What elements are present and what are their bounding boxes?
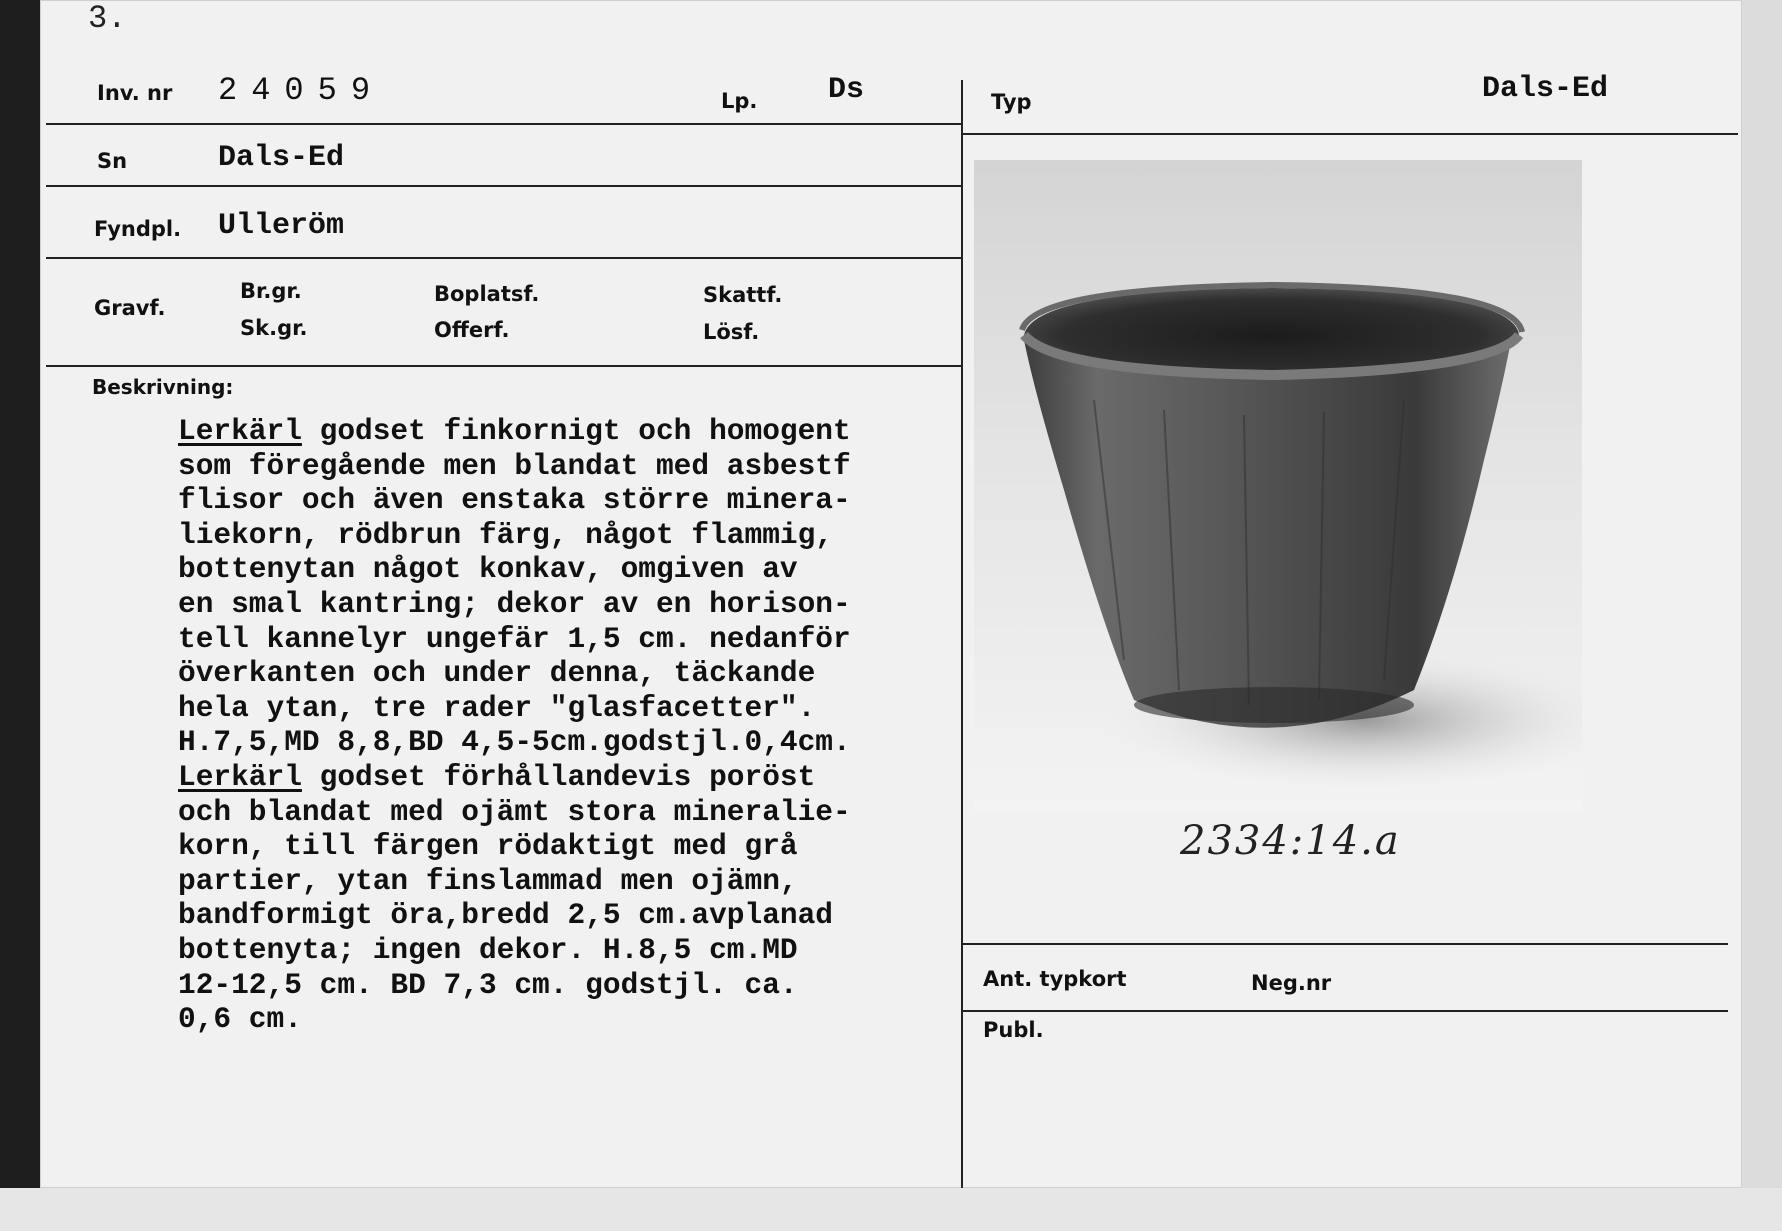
description-line [178,725,978,760]
card-bottom-edge [0,1188,1782,1231]
description-line [178,656,978,691]
description-line-text: partier, ytan finslammad men ojämn, [178,863,798,898]
inv-nr-label: Inv. nr [97,81,173,105]
description-line-text: bandformigt öra,bredd 2,5 cm.avplanad [178,898,834,933]
skattf-label: Skattf. [703,283,783,307]
description-line [178,933,978,968]
lp-label: Lp. [721,89,758,113]
boplatsf-label: Boplatsf. [434,282,540,306]
skgr-label: Sk.gr. [240,316,308,340]
description-line [178,829,978,864]
sn-value: Dals-Ed [218,141,345,175]
row-line-footer-1 [962,943,1728,945]
publ-label: Publ. [983,1018,1044,1042]
description-line [178,449,978,484]
description-line-text: korn, till färgen rödaktigt med grå [178,829,798,864]
card-edge [1742,0,1782,1188]
description-line [178,518,978,553]
losf-label: Lösf. [703,320,760,344]
sn-label: Sn [97,149,128,173]
description-heading-word: Lerkärl [178,414,302,448]
description-line [178,552,978,587]
offerf-label: Offerf. [434,318,510,342]
description-line [178,864,978,899]
description-line [178,587,978,622]
description-line [178,622,978,657]
pot-photo [974,160,1582,810]
description-line-text: godset finkornigt och homogent [301,414,851,448]
description-line [178,898,978,933]
description-line [178,1002,978,1037]
inv-nr-value: 24059 [218,72,385,109]
row-line-1 [46,123,962,125]
description-line-text: 12-12,5 cm. BD 7,3 cm. godstjl. ca. [178,967,798,1002]
corner-number: 3. [88,0,127,37]
description-text [178,414,978,1037]
brgr-label: Br.gr. [240,279,302,303]
description-line-text: bottenyta; ingen dekor. H.8,5 cm.MD [178,932,798,967]
description-line-text: flisor och även enstaka större minera- [178,483,851,518]
row-line-2 [46,185,962,187]
row-line-typ [962,133,1738,135]
description-line-text: 0,6 cm. [178,1002,302,1037]
description-line-text: godset förhållandevis poröst [301,759,816,794]
description-line-text: och blandat med ojämt stora mineralie- [178,794,851,829]
gravf-label: Gravf. [94,296,166,320]
neg-nr-label: Neg.nr [1251,971,1332,995]
description-line-text: överkanten och under denna, täckande [178,656,816,691]
lp-value: Ds [828,73,865,107]
description-line [178,483,978,518]
description-line [178,968,978,1003]
description-line [178,760,978,795]
description-line [178,414,978,449]
fyndpl-label: Fyndpl. [94,217,182,241]
photo-number-handwritten: 2334:14.a [1180,818,1401,864]
ant-typkort-label: Ant. typkort [983,967,1127,991]
description-line-text: bottenytan något konkav, omgiven av [178,552,798,587]
description-line-text: tell kannelyr ungefär 1,5 cm. nedanför [178,621,851,656]
description-line-text: som föregående men blandat med asbestf [178,448,851,483]
description-line [178,795,978,830]
row-line-4 [46,365,962,367]
description-heading-word: Lerkärl [178,759,302,794]
fyndpl-value: Ulleröm [218,209,345,243]
beskrivning-label: Beskrivning: [92,375,234,399]
description-line-text: H.7,5,MD 8,8,BD 4,5-5cm.godstjl.0,4cm. [178,725,851,760]
description-line-text: hela ytan, tre rader "glasfacetter". [178,690,816,725]
clay-pot-image [974,160,1582,810]
description-line-text: liekorn, rödbrun färg, något flammig, [178,517,834,552]
description-line [178,691,978,726]
typ-label: Typ [991,90,1032,114]
row-line-3 [46,257,962,259]
description-line-text: en smal kantring; dekor av en horison- [178,586,851,621]
row-line-footer-2 [962,1010,1728,1012]
typ-value: Dals-Ed [1482,72,1609,106]
